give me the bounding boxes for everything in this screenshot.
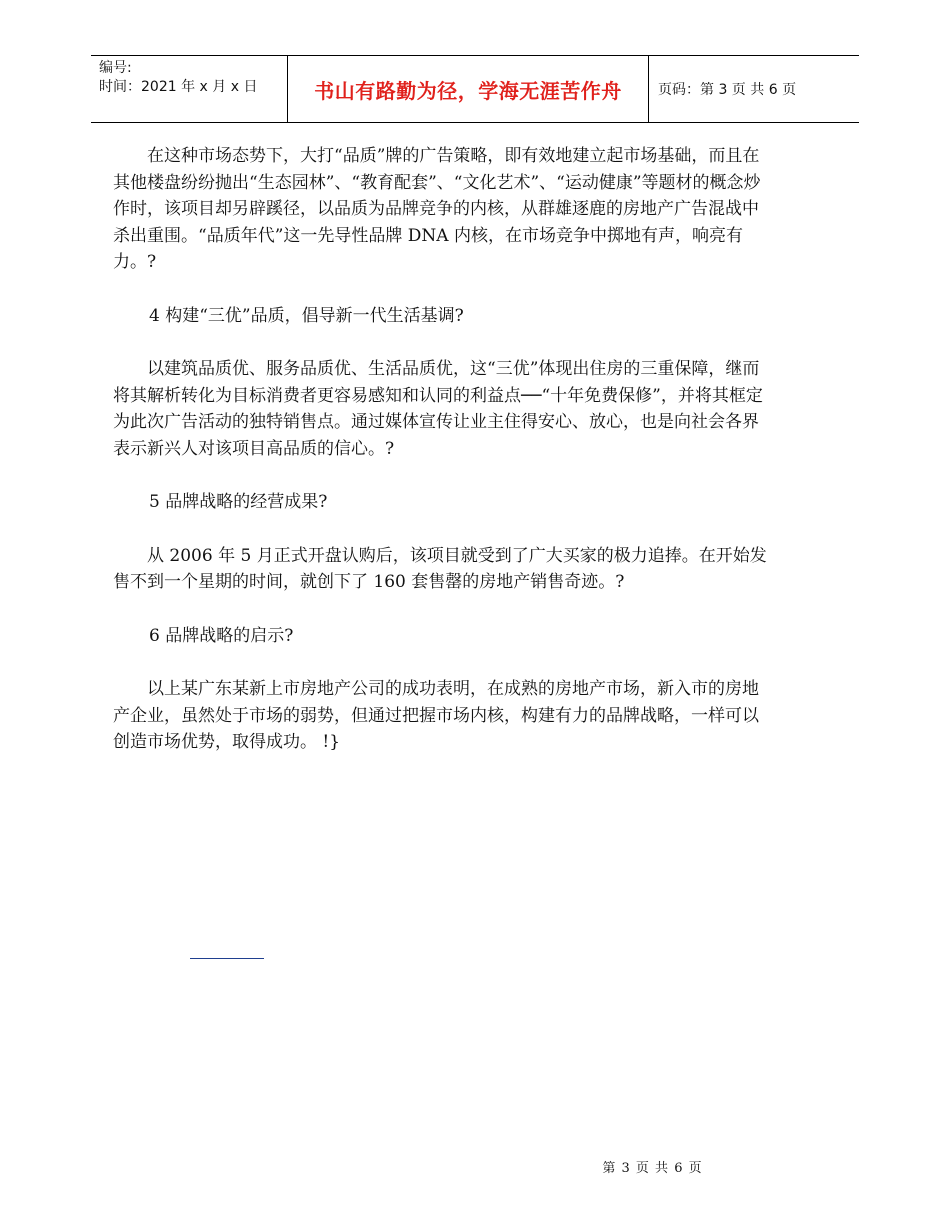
paragraph: 以上某广东某新上市房地产公司的成功表明，在成熟的房地产市场，新入市的房地产企业，虽然处于市场的弱势，但通过把握市场内核，构建有力的品牌战略，一样可以创造市场优势，取得成功。 !} xyxy=(113,679,759,752)
document-time-label: 时间：2021 年 x 月 x 日 xyxy=(99,79,258,95)
paragraph: 从 2006 年 5 月正式开盘认购后，该项目就受到了广大买家的极力追捧。在开始发售不到一个星期的时间，就创下了 160 套售罄的房地产销售奇迹。? xyxy=(113,545,767,592)
page-header xyxy=(91,55,859,123)
page-footer: 第 3 页 共 6 页 xyxy=(602,1161,703,1176)
header-motto: 书山有路勤为径，学海无涯苦作舟 xyxy=(314,78,622,103)
document-number-label: 编号: xyxy=(99,60,132,76)
paragraph: 在这种市场态势下，大打“品质”牌的广告策略，即有效地建立起市场基础，而且在其他楼盘纷纷抛出“生态园林”、“教育配套”、“文化艺术”、“运动健康”等题材的概念炒作时，该项目却另辟蹊径，以品质为品牌竞争的内核，从群雄逐鹿的房地产广告混战中杀出重围。“品质年代”这一先导性品牌 DNA 内核，在市场竞争中掷地有声，响亮有力。? xyxy=(113,146,761,272)
section-heading: 4 构建“三优”品质，倡导新一代生活基调? xyxy=(149,305,464,326)
header-meta xyxy=(99,59,284,97)
header-page-info: 页码：第 3 页 共 6 页 xyxy=(658,82,797,98)
header-divider xyxy=(648,56,649,122)
document-body xyxy=(113,143,768,756)
decorative-rule xyxy=(190,958,264,959)
paragraph: 以建筑品质优、服务品质优、生活品质优，这“三优”体现出住房的三重保障，继而将其解析转化为目标消费者更容易感知和认同的利益点──“十年免费保修”，并将其框定为此次广告活动的独特销售点。通过媒体宣传让业主住得安心、放心，也是向社会各界表示新兴人对该项目高品质的信心。? xyxy=(113,359,763,459)
section-heading: 6 品牌战略的启示? xyxy=(149,625,294,646)
section-heading: 5 品牌战略的经营成果? xyxy=(149,492,328,512)
